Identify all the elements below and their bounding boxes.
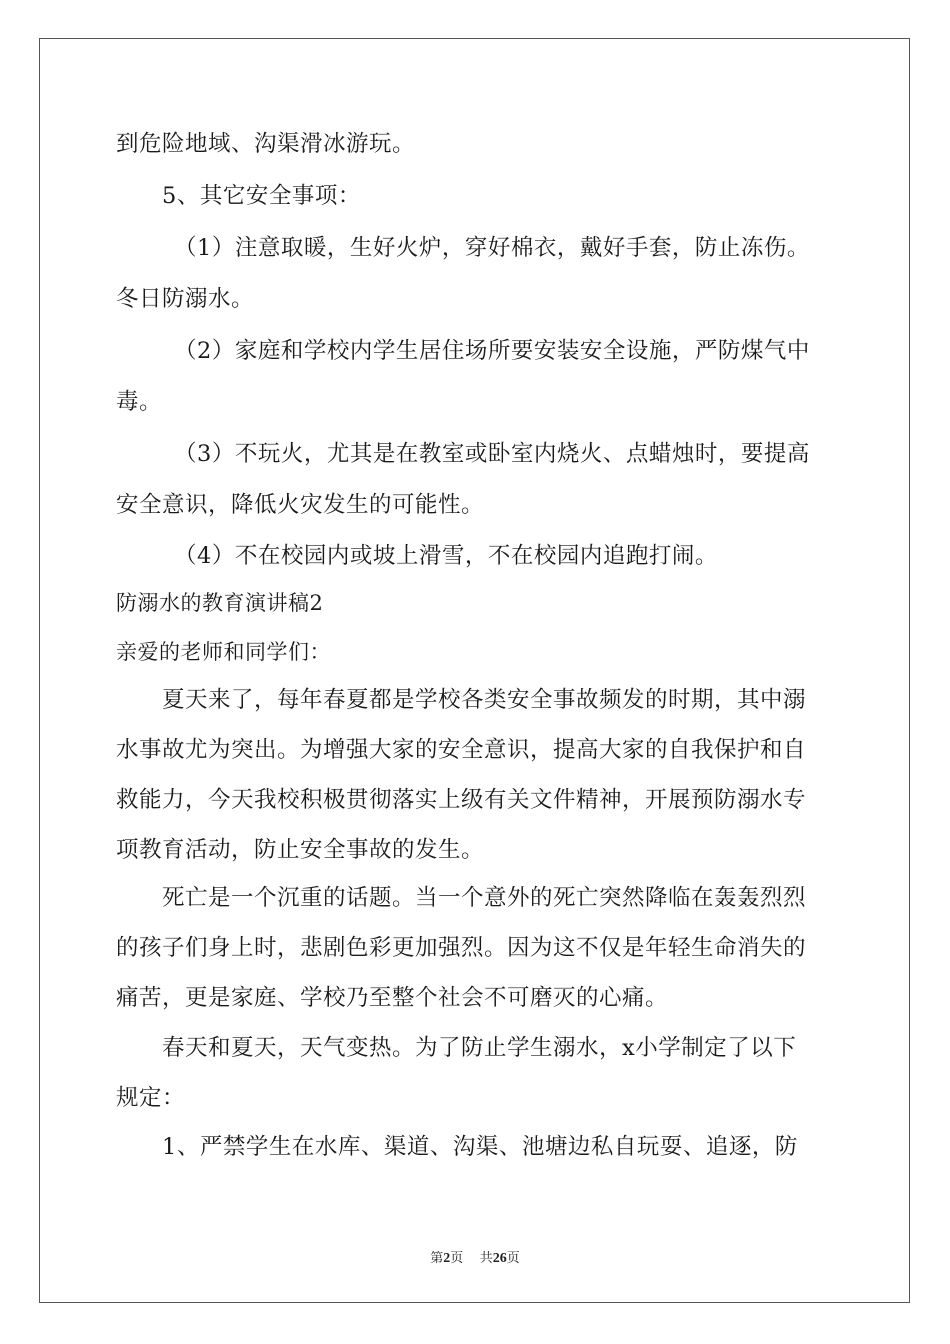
text-line: 痛苦，更是家庭、学校乃至整个社会不可磨灭的心痛。 xyxy=(116,985,669,1011)
text-line: 死亡是一个沉重的话题。当一个意外的死亡突然降临在轰轰烈烈 xyxy=(162,885,807,911)
text-line: （4）不在校园内或坡上滑雪，不在校园内追跑打闹。 xyxy=(174,543,718,569)
page-prefix: 第 xyxy=(430,1251,444,1266)
text-line: 安全意识，降低火灾发生的可能性。 xyxy=(116,492,485,518)
text-line: （1）注意取暖，生好火炉，穿好棉衣，戴好手套，防止冻伤。 xyxy=(174,235,810,261)
salutation: 亲爱的老师和同学们： xyxy=(116,640,331,664)
text-line: （3）不玩火，尤其是在教室或卧室内烧火、点蜡烛时，要提高 xyxy=(174,441,810,467)
text-line: 救能力，今天我校积极贯彻落实上级有关文件精神，开展预防溺水专 xyxy=(116,787,807,813)
text-line: 规定： xyxy=(116,1085,186,1111)
text-line: 毒。 xyxy=(116,389,163,415)
text-line: 到危险地域、沟渠滑冰游玩。 xyxy=(116,131,416,157)
page-number: 2 xyxy=(443,1251,451,1266)
total-suffix: 页 xyxy=(506,1251,520,1266)
text-line: 水事故尤为突出。为增强大家的安全意识，提高大家的自我保护和自 xyxy=(116,737,807,763)
text-line: 1、严禁学生在水库、渠道、沟渠、池塘边私自玩耍、追逐，防 xyxy=(162,1134,798,1160)
section-heading: 5、其它安全事项： xyxy=(162,183,361,209)
text-line: 的孩子们身上时，悲剧色彩更加强烈。因为这不仅是年轻生命消失的 xyxy=(116,935,807,961)
text-line: 夏天来了，每年春夏都是学校各类安全事故频发的时期，其中溺 xyxy=(162,687,807,713)
total-pages: 26 xyxy=(492,1251,507,1266)
text-line: 项教育活动，防止安全事故的发生。 xyxy=(116,837,485,863)
page-footer xyxy=(0,1247,950,1267)
text-line: （2）家庭和学校内学生居住场所要安装安全设施，严防煤气中 xyxy=(174,338,810,364)
text-line: 春天和夏天，天气变热。为了防止学生溺水，x小学制定了以下 xyxy=(162,1035,797,1061)
page-suffix: 页 xyxy=(450,1251,464,1266)
text-line: 冬日防溺水。 xyxy=(116,286,255,312)
document-title: 防溺水的教育演讲稿2 xyxy=(116,591,324,615)
total-prefix: 共 xyxy=(479,1251,493,1266)
